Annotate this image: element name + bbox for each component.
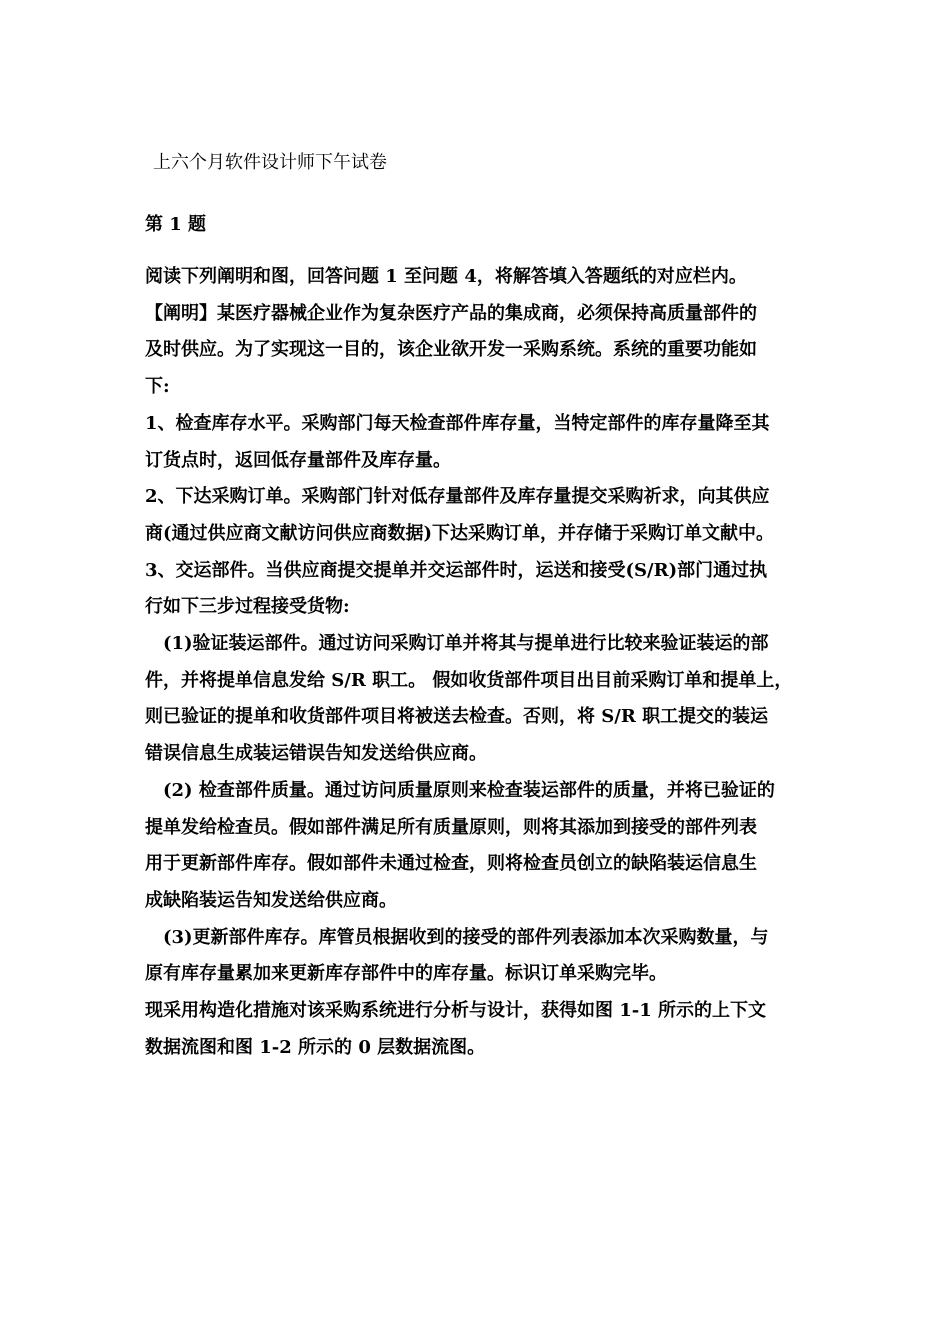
body-line: 现采用构造化措施对该采购系统进行分析与设计，获得如图 1-1 所示的上下文: [145, 1000, 767, 1022]
body-line: (1)验证装运部件。通过访问采购订单并将其与提单进行比较来验证装运的部: [163, 633, 769, 655]
body-line: 1、检查库存水平。采购部门每天检查部件库存量，当特定部件的库存量降至其: [145, 412, 770, 434]
body-line: 提单发给检查员。假如部件满足所有质量原则，则将其添加到接受的部件列表: [145, 816, 757, 838]
body-line: 下:: [145, 376, 170, 398]
question-heading: 第 1 题: [145, 214, 207, 235]
body-line: 则已验证的提单和收货部件项目将被送去检查。否则，将 S/R 职工提交的装运: [145, 706, 769, 728]
body-line: 行如下三步过程接受货物:: [145, 596, 350, 618]
body-line: 件，并将提单信息发给 S/R 职工。 假如收货部件项目出目前采购订单和提单上，: [145, 669, 793, 691]
body-line: 数据流图和图 1-2 所示的 0 层数据流图。: [145, 1036, 486, 1058]
body-line: 【阐明】某医疗器械企业作为复杂医疗产品的集成商，必须保持高质量部件的: [145, 302, 757, 324]
body-line: 及时供应。为了实现这一目的，该企业欲开发一采购系统。系统的重要功能如: [145, 339, 757, 361]
body-line: 2、下达采购订单。采购部门针对低存量部件及库存量提交采购祈求，向其供应: [145, 486, 770, 508]
body-line: 原有库存量累加来更新库存部件中的库存量。标识订单采购完毕。: [145, 963, 667, 985]
body-line: 用于更新部件库存。假如部件未通过检查，则将检查员创立的缺陷装运信息生: [145, 853, 757, 875]
body-line: 错误信息生成装运错误告知发送给供应商。: [145, 743, 487, 765]
body-line: 3、交运部件。当供应商提交提单并交运部件时，运送和接受(S/R)部门通过执: [145, 559, 768, 581]
body-line: 商(通过供应商文献访问供应商数据)下达采购订单，并存储于采购订单文献中。: [145, 522, 775, 544]
body-line: 阅读下列阐明和图，回答问题 1 至问题 4，将解答填入答题纸的对应栏内。: [145, 266, 747, 287]
question-body: [145, 259, 825, 1066]
body-line: (2) 检查部件质量。通过访问质量原则来检查装运部件的质量，并将已验证的: [163, 779, 775, 801]
body-line: 成缺陷装运告知发送给供应商。: [145, 889, 397, 911]
body-line: (3)更新部件库存。库管员根据收到的接受的部件列表添加本次采购数量，与: [163, 926, 769, 948]
body-line: 订货点时，返回低存量部件及库存量。: [145, 449, 451, 471]
document-title: 上六个月软件设计师下午试卷: [153, 152, 387, 173]
